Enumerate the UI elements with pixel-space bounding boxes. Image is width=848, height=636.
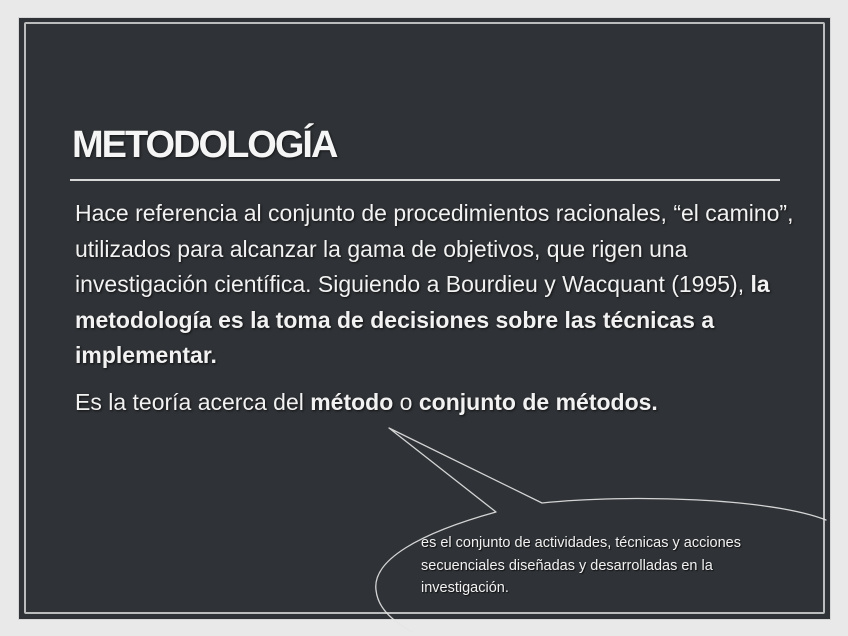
theory-text-2: o	[393, 388, 419, 415]
definition-emphasis: la metodología es la toma de decisiones sobre las técnicas a implementar.	[75, 271, 770, 368]
slide-body	[75, 196, 795, 420]
theory-method-term: método	[310, 388, 394, 415]
title-divider	[70, 179, 780, 181]
theory-methods-term: conjunto de métodos.	[418, 388, 658, 415]
theory-text-1: Es la teoría acerca del	[75, 388, 311, 415]
paragraph-definition	[75, 196, 795, 374]
callout-text: es el conjunto de actividades, técnicas y acciones secuenciales diseñadas y desarrolladas en la investigación.	[421, 535, 741, 596]
slide-title: METODOLOGÍA	[72, 124, 337, 166]
definition-text: Hace referencia al conjunto de procedimientos racionales, “el camino”, utilizados para alcanzar la gama de objetivos, que rigen una investigación científica. Siguiendo a Bourdieu y Wacquant (1995),	[75, 200, 794, 297]
paragraph-theory	[75, 385, 795, 421]
